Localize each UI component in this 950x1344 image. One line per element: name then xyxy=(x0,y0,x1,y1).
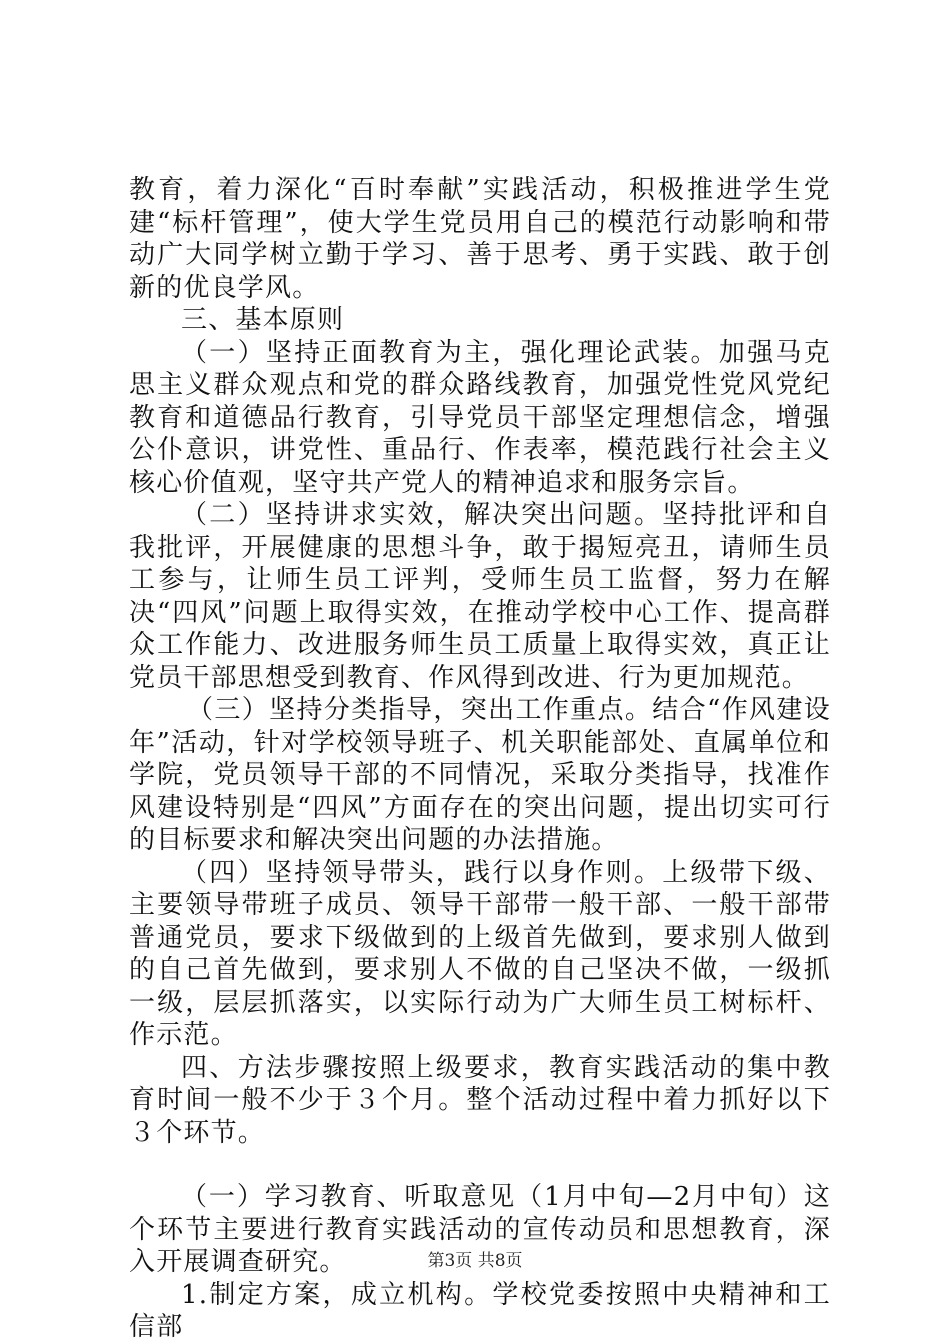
page-footer: 第3页 共8页 xyxy=(427,1251,523,1271)
document-body xyxy=(129,174,831,1344)
paragraph-methods-steps: 四、方法步骤按照上级要求，教育实践活动的集中教育时间一般不少于３个月。整个活动过程中着力抓好以下３个环节。 xyxy=(129,1052,831,1148)
paragraph-principle-2: （二）坚持讲求实效，解决突出问题。坚持批评和自我批评，开展健康的思想斗争，敢于揭短亮丑，请师生员工参与，让师生员工评判，受师生员工监督，努力在解决“四风”问题上取得实效，在推动学校中心工作、提高群众工作能力、改进服务师生员工质量上取得实效，真正让党员干部思想受到教育、作风得到改进、行为更加规范。 xyxy=(129,500,831,693)
paragraph-principle-1: （一）坚持正面教育为主，强化理论武装。加强马克思主义群众观点和党的群众路线教育，加强党性党风党纪教育和道德品行教育，引导党员干部坚定理想信念，增强公仆意识，讲党性、重品行、作表率，模范践行社会主义核心价值观，坚守共产党人的精神追求和服务宗旨。 xyxy=(129,337,831,498)
paragraph-gap xyxy=(129,1149,831,1181)
paragraph-principle-4: （四）坚持领导带头，践行以身作则。上级带下级、主要领导带班子成员、领导干部带一般干部、一般干部带普通党员，要求下级做到的上级首先做到，要求别人做到的自己首先做到，要求别人不做的自己坚决不做，一级抓一级，层层抓落实，以实际行动为广大师生员工树标杆、作示范。 xyxy=(129,857,831,1050)
paragraph-stage-1: （一）学习教育、听取意见（1月中旬—2月中旬）这个环节主要进行教育实践活动的宣传动员和思想教育，深入开展调查研究。 xyxy=(129,1182,831,1277)
section-heading-basic-principles: 三、基本原则 xyxy=(181,305,345,335)
paragraph-step-1: 1.制定方案，成立机构。学校党委按照中央精神和工信部 xyxy=(129,1279,831,1342)
paragraph-continuation: 教育，着力深化“百时奉献”实践活动，积极推进学生党建“标杆管理”，使大学生党员用自己的模范行动影响和带动广大同学树立勤于学习、善于思考、勇于实践、敢于创新的优良学风。 xyxy=(129,175,831,303)
paragraph-principle-3: （三）坚持分类指导，突出工作重点。结合“作风建设年”活动，针对学校领导班子、机关职能部处、直属单位和学院，党员领导干部的不同情况，采取分类指导，找准作风建设特别是“四风”方面存在的突出问题，提出切实可行的目标要求和解决突出问题的办法措施。 xyxy=(129,695,831,855)
